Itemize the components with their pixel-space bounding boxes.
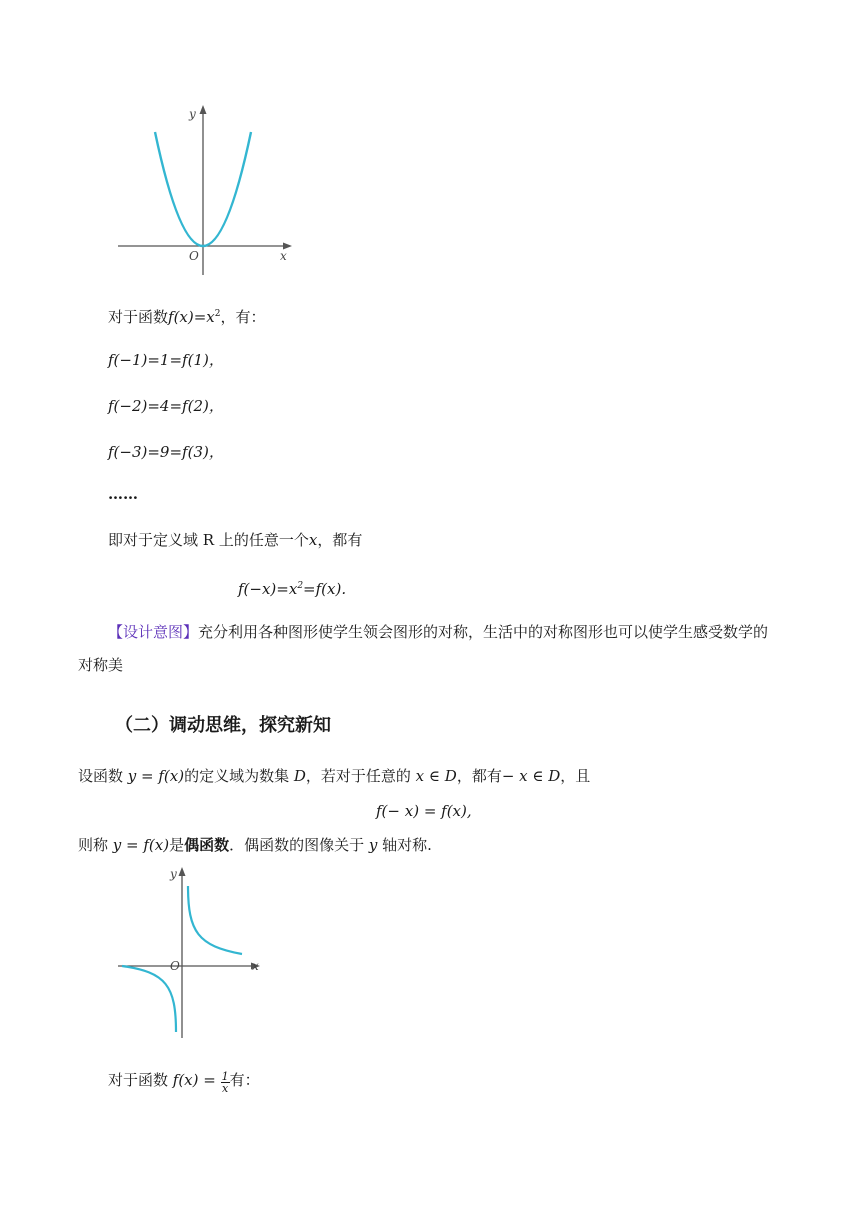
hyperbola-branch-left bbox=[122, 966, 176, 1032]
graph1-y-label: y bbox=[189, 107, 196, 121]
def3-text-b: 是 bbox=[169, 836, 185, 854]
definition-line3 bbox=[78, 835, 432, 855]
last-function: f(x) = bbox=[172, 1071, 221, 1089]
domain-text-a: 即对于定义域 R 上的任意一个 bbox=[108, 531, 309, 549]
def3-text-c: ．偶函数的图像关于 bbox=[229, 836, 369, 854]
hyperbola-branch-right bbox=[188, 886, 242, 954]
def-text-e: ，且 bbox=[560, 767, 591, 785]
domain-line bbox=[108, 530, 362, 550]
intro-function: f(x)=x bbox=[168, 308, 215, 326]
fraction bbox=[221, 1071, 230, 1094]
fraction-numerator: 1 bbox=[221, 1070, 229, 1083]
intro-line bbox=[108, 304, 266, 327]
ellipsis: …… bbox=[108, 485, 138, 503]
y-axis-arrow bbox=[200, 105, 207, 114]
def-equation: y = f(x) bbox=[127, 767, 185, 785]
def-domain-symbol: D bbox=[293, 767, 306, 785]
graph2-x-label: x bbox=[252, 959, 259, 973]
def-text-d: ，都有 bbox=[456, 767, 502, 785]
intro-exponent: 2 bbox=[214, 309, 221, 319]
def-condition: x ∈ D bbox=[415, 767, 457, 785]
intro-suffix: ，有： bbox=[220, 308, 266, 326]
even-function-term: 偶函数 bbox=[184, 836, 230, 854]
intro-prefix: 对于函数 bbox=[108, 308, 169, 326]
example-1: f(−1)=1=f(1)， bbox=[108, 351, 224, 369]
def3-text-a: 则称 bbox=[78, 836, 113, 854]
fraction-denominator: x bbox=[222, 1082, 229, 1095]
last-line bbox=[108, 1070, 260, 1094]
last-prefix: 对于函数 bbox=[108, 1071, 173, 1089]
parabola-graph bbox=[110, 100, 300, 278]
identity-equation bbox=[238, 576, 346, 599]
def3-text-d: 轴对称. bbox=[377, 836, 432, 854]
graph1-origin-label: O bbox=[189, 249, 199, 263]
example-2: f(−2)=4=f(2)， bbox=[108, 397, 224, 415]
domain-x: x bbox=[308, 531, 318, 549]
y-axis-arrow bbox=[179, 867, 186, 876]
def-text-c: ，若对于任意的 bbox=[305, 767, 416, 785]
definition-equation: f(− x) = f(x), bbox=[376, 802, 472, 820]
last-suffix: 有： bbox=[229, 1071, 260, 1089]
def-text-b: 的定义域为数集 bbox=[184, 767, 294, 785]
identity-right: =f(x). bbox=[303, 580, 347, 598]
def-text-a: 设函数 bbox=[78, 767, 128, 785]
section-heading: （二）调动思维，探究新知 bbox=[115, 715, 331, 736]
identity-left: f(−x)=x bbox=[238, 580, 298, 598]
domain-text-b: ，都有 bbox=[317, 531, 363, 549]
definition-line1 bbox=[78, 766, 590, 786]
design-intent-line1 bbox=[108, 622, 768, 642]
design-intent-text: 充分利用各种图形使学生领会图形的对称，生活中的对称图形也可以使学生感受数学的 bbox=[198, 623, 769, 641]
identity-exponent: 2 bbox=[297, 581, 304, 591]
design-intent-tag: 【设计意图】 bbox=[108, 623, 199, 641]
def3-equation: y = f(x) bbox=[112, 836, 170, 854]
example-3: f(−3)=9=f(3)， bbox=[108, 443, 224, 461]
graph2-origin-label: O bbox=[170, 959, 180, 973]
design-intent-line2: 对称美 bbox=[78, 656, 124, 674]
hyperbola-graph bbox=[110, 862, 270, 1040]
def3-y: y bbox=[368, 836, 378, 854]
def-condition-neg: − x ∈ D bbox=[501, 767, 561, 785]
graph2-y-label: y bbox=[170, 867, 177, 881]
graph1-x-label: x bbox=[280, 249, 287, 263]
